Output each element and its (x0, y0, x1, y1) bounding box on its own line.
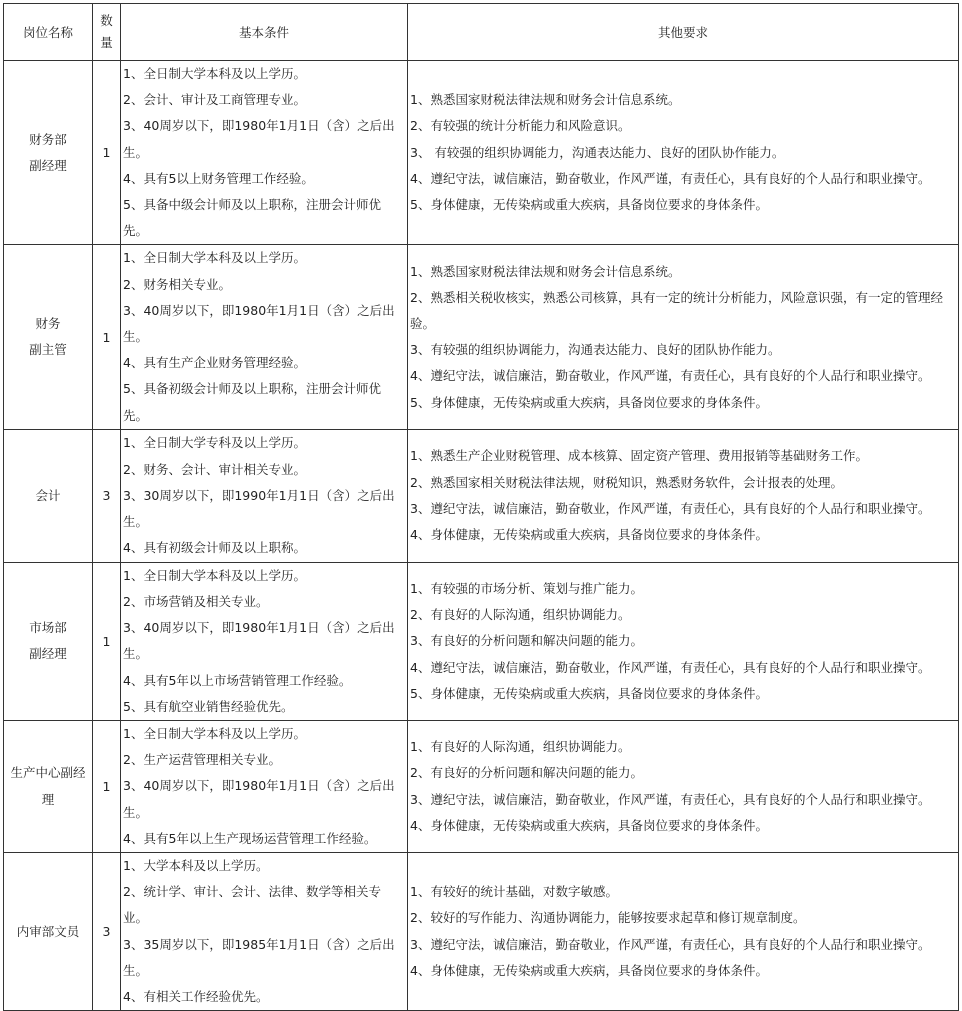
table-row (4, 245, 959, 429)
basic-condition-item: 1、全日制大学本科及以上学历。 (123, 567, 306, 583)
other-requirement-item: 3、 有较强的组织协调能力，沟通表达能力、良好的团队协作能力。 (410, 144, 785, 160)
other-requirement-item: 4、身体健康，无传染病或重大疾病，具备岗位要求的身体条件。 (410, 962, 768, 978)
other-requirement-item: 1、熟悉国家财税法律法规和财务会计信息系统。 (410, 263, 681, 279)
basic-condition-item: 5、具备初级会计师及以上职称，注册会计师优先。 (123, 381, 381, 423)
cell-count: 1 (93, 562, 121, 720)
cell-count: 3 (93, 853, 121, 1011)
other-requirement-item: 1、熟悉生产企业财税管理、成本核算、固定资产管理、费用报销等基础财务工作。 (410, 448, 868, 464)
other-requirement-item: 4、遵纪守法，诚信廉洁，勤奋敬业，作风严谨，有责任心，具有良好的个人品行和职业操守。 (410, 170, 931, 186)
other-requirement-item: 3、有良好的分析问题和解决问题的能力。 (410, 633, 643, 649)
position-name-line: 副主管 (29, 342, 67, 358)
basic-condition-item: 4、具有5以上财务管理工作经验。 (123, 170, 314, 186)
basic-condition-item: 1、大学本科及以上学历。 (123, 858, 269, 874)
basic-condition-item: 2、市场营销及相关专业。 (123, 594, 269, 610)
cell-position-name (4, 853, 93, 1011)
position-name-line: 会计 (35, 487, 61, 503)
other-requirement-item: 1、有良好的人际沟通，组织协调能力。 (410, 739, 631, 755)
other-requirement-item: 2、有较强的统计分析能力和风险意识。 (410, 118, 631, 134)
basic-condition-item: 4、具有生产企业财务管理经验。 (123, 355, 306, 371)
basic-condition-item: 2、统计学、审计、会计、法律、数学等相关专业。 (123, 884, 381, 926)
basic-condition-item: 4、具有初级会计师及以上职称。 (123, 540, 306, 556)
other-requirement-item: 4、遵纪守法，诚信廉洁，勤奋敬业，作风严谨，有责任心，具有良好的个人品行和职业操守。 (410, 368, 931, 384)
basic-condition-item: 3、40周岁以下，即1980年1月1日（含）之后出生。 (123, 118, 395, 160)
position-name-line: 市场部 (29, 620, 67, 636)
cell-basic-conditions (121, 853, 408, 1011)
position-name-line: 生产中心副经 (10, 765, 86, 781)
basic-condition-item: 4、具有5年以上市场营销管理工作经验。 (123, 672, 352, 688)
cell-basic-conditions (121, 429, 408, 562)
other-requirement-item: 5、身体健康，无传染病或重大疾病，具备岗位要求的身体条件。 (410, 197, 768, 213)
cell-count: 3 (93, 429, 121, 562)
cell-other-requirements (408, 721, 959, 853)
other-requirement-item: 2、有良好的人际沟通，组织协调能力。 (410, 607, 631, 623)
basic-condition-item: 5、具备中级会计师及以上职称，注册会计师优先。 (123, 197, 381, 239)
other-requirement-item: 5、身体健康，无传染病或重大疾病，具备岗位要求的身体条件。 (410, 685, 768, 701)
cell-basic-conditions (121, 721, 408, 853)
position-name-line: 理 (41, 791, 55, 807)
basic-condition-item: 2、财务、会计、审计相关专业。 (123, 461, 306, 477)
other-requirement-item: 3、遵纪守法，诚信廉洁，勤奋敬业，作风严谨，有责任心，具有良好的个人品行和职业操守。 (410, 791, 931, 807)
basic-condition-item: 5、具有航空业销售经验优先。 (123, 698, 294, 714)
table-row (4, 429, 959, 562)
other-requirement-item: 3、有较强的组织协调能力，沟通表达能力、良好的团队协作能力。 (410, 342, 781, 358)
recruitment-table (3, 3, 959, 1011)
other-requirement-item: 3、遵纪守法，诚信廉洁，勤奋敬业，作风严谨，有责任心，具有良好的个人品行和职业操守。 (410, 500, 931, 516)
cell-basic-conditions (121, 562, 408, 720)
cell-position-name (4, 61, 93, 245)
cell-count: 1 (93, 245, 121, 429)
basic-condition-item: 1、全日制大学本科及以上学历。 (123, 726, 306, 742)
cell-other-requirements (408, 61, 959, 245)
basic-condition-item: 2、财务相关专业。 (123, 276, 231, 292)
position-name-line: 财务 (35, 315, 61, 331)
cell-basic-conditions (121, 245, 408, 429)
other-requirement-item: 4、遵纪守法，诚信廉洁，勤奋敬业，作风严谨，有责任心，具有良好的个人品行和职业操守。 (410, 659, 931, 675)
header-count-label: 数量 (100, 13, 113, 50)
other-requirement-item: 4、身体健康，无传染病或重大疾病，具备岗位要求的身体条件。 (410, 817, 768, 833)
cell-other-requirements (408, 562, 959, 720)
position-name-line: 副经理 (29, 646, 67, 662)
other-requirement-item: 1、有较强的市场分析、策划与推广能力。 (410, 580, 643, 596)
recruitment-table-container (3, 3, 959, 1011)
other-requirement-item: 5、身体健康，无传染病或重大疾病，具备岗位要求的身体条件。 (410, 394, 768, 410)
cell-other-requirements (408, 853, 959, 1011)
other-requirement-item: 1、有较好的统计基础，对数字敏感。 (410, 884, 618, 900)
position-name-line: 财务部 (29, 131, 67, 147)
header-count (93, 4, 121, 61)
basic-condition-item: 4、具有5年以上生产现场运营管理工作经验。 (123, 830, 377, 846)
header-position-name: 岗位名称 (4, 4, 93, 61)
header-other: 其他要求 (408, 4, 959, 61)
basic-condition-item: 3、40周岁以下，即1980年1月1日（含）之后出生。 (123, 302, 395, 345)
position-name-line: 内审部文员 (16, 923, 80, 939)
other-requirement-item: 2、熟悉国家相关财税法律法规，财税知识，熟悉财务软件，会计报表的处理。 (410, 474, 843, 490)
basic-condition-item: 2、生产运营管理相关专业。 (123, 752, 281, 768)
position-name-line: 副经理 (29, 157, 67, 173)
table-row (4, 61, 959, 245)
cell-count: 1 (93, 721, 121, 853)
header-basic: 基本条件 (121, 4, 408, 61)
basic-condition-item: 3、30周岁以下，即1990年1月1日（含）之后出生。 (123, 487, 395, 529)
basic-condition-item: 1、全日制大学本科及以上学历。 (123, 250, 306, 266)
cell-other-requirements (408, 429, 959, 562)
basic-condition-item: 2、会计、审计及工商管理专业。 (123, 92, 306, 108)
cell-count: 1 (93, 61, 121, 245)
table-row (4, 721, 959, 853)
basic-condition-item: 3、40周岁以下，即1980年1月1日（含）之后出生。 (123, 778, 395, 820)
basic-condition-item: 3、35周岁以下，即1985年1月1日（含）之后出生。 (123, 936, 395, 978)
cell-position-name (4, 721, 93, 853)
basic-condition-item: 1、全日制大学专科及以上学历。 (123, 435, 306, 451)
table-row (4, 853, 959, 1011)
cell-position-name (4, 429, 93, 562)
cell-position-name (4, 245, 93, 429)
other-requirement-item: 2、熟悉相关税收核实，熟悉公司核算，具有一定的统计分析能力，风险意识强，有一定的管理经验。 (410, 289, 943, 331)
basic-condition-item: 1、全日制大学本科及以上学历。 (123, 66, 306, 81)
other-requirement-item: 3、遵纪守法，诚信廉洁，勤奋敬业，作风严谨，有责任心，具有良好的个人品行和职业操守。 (410, 936, 931, 952)
cell-basic-conditions (121, 61, 408, 245)
other-requirement-item: 4、身体健康，无传染病或重大疾病，具备岗位要求的身体条件。 (410, 527, 768, 543)
table-row (4, 562, 959, 720)
basic-condition-item: 4、有相关工作经验优先。 (123, 989, 269, 1005)
other-requirement-item: 2、有良好的分析问题和解决问题的能力。 (410, 765, 643, 781)
cell-position-name (4, 562, 93, 720)
cell-other-requirements (408, 245, 959, 429)
other-requirement-item: 2、较好的写作能力、沟通协调能力，能够按要求起草和修订规章制度。 (410, 910, 806, 926)
other-requirement-item: 1、熟悉国家财税法律法规和财务会计信息系统。 (410, 92, 681, 108)
basic-condition-item: 3、40周岁以下，即1980年1月1日（含）之后出生。 (123, 620, 395, 662)
table-header-row (4, 4, 959, 61)
